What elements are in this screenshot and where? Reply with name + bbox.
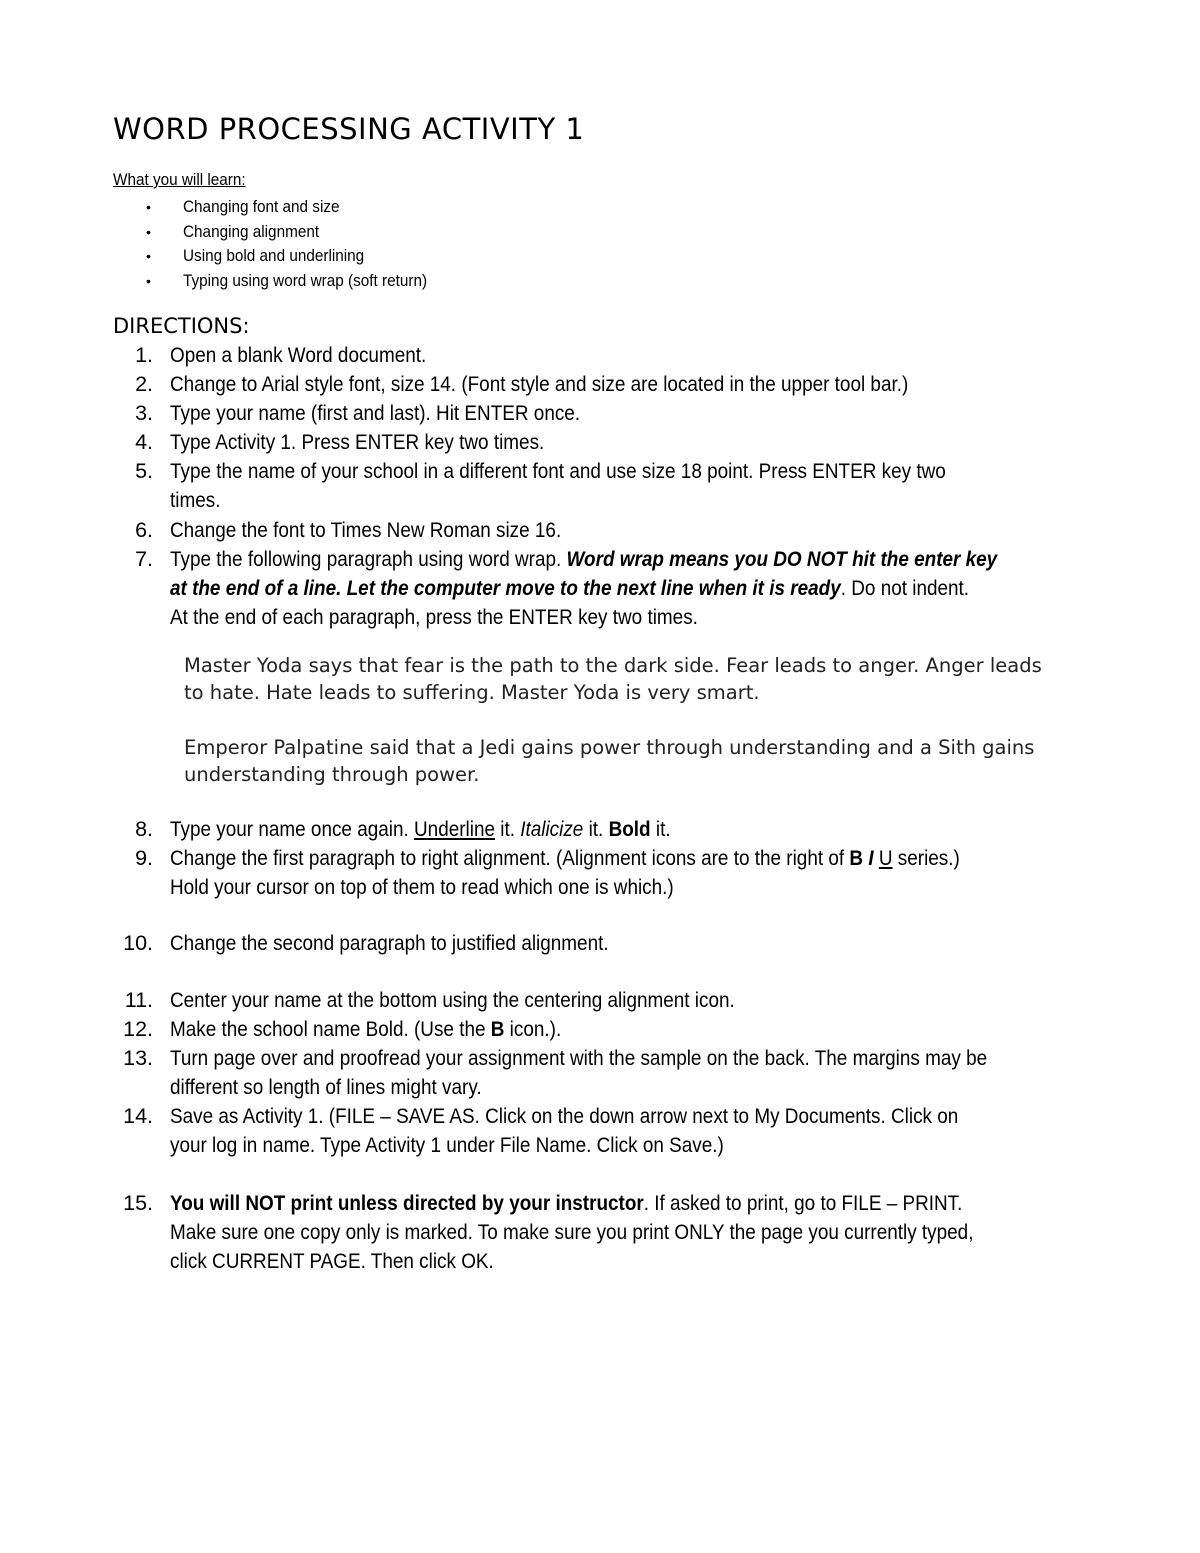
list-item: • Typing using word wrap (soft return) — [113, 269, 454, 294]
bullet-icon: • — [146, 248, 151, 265]
document-title: WORD PROCESSING ACTIVITY 1 — [113, 112, 585, 146]
sample-paragraph-2: Emperor Palpatine said that a Jedi gains power through understanding and a Sith gains understanding through power. — [184, 736, 1035, 786]
learn-label: What you will learn: — [113, 170, 246, 189]
directions-heading: DIRECTIONS: — [113, 314, 250, 338]
list-item: • Changing font and size — [113, 195, 454, 220]
list-item: • Changing alignment — [113, 220, 454, 245]
sample-paragraph-1: Master Yoda says that fear is the path to the dark side. Fear leads to anger. Anger leads to hate. Hate leads to suffering. Master Yoda is very smart. — [184, 654, 1042, 704]
document-page: WORD PROCESSING ACTIVITY 1 What you will learn: • Changing font and size • Changing alignment • Using bold and underlining • Typing using word wrap (soft return) DIRECTIONS: 1. Open a blank Word document. 2. Change to Arial style font, size 14. (Font style and size are located in the upper tool bar.) 3. Type your name (first and last). Hit ENTER once. 4. Type Activity 1. Press ENTER key two times. 5. Type the name of your school in a different font and use size 18 point. Press ENTER key two times. 6. Change the font to Times New Roman size 16. 7. Type the following paragraph using word wrap. Word wrap means you DO NOT hit the enter key at the end of a line. Let the computer move to the next line when it is ready. Do not indent. At the end of each paragraph, press the ENTER key two times. Master Yoda says that fear is the path to the dark side. Fear leads to anger. Anger leads to hate. Hate leads to suffering. Master Yoda is very smart. Emperor Palpatine said that a Jedi gains power through understanding and a Sith gains understanding through power. 8. Type your name once again. Underline it. Italicize it. Bold it. 9. Change the first paragraph to right alignment. (Alignment icons are to the right of B I U series.) Hold your cursor on top of them to read which one is which.) 10. Change the second paragraph to justified alignment. 11. Center your name at the bottom using the centering alignment icon. 12. Make the school name Bold. (Use the B icon.). 13. Turn page over and proofread your assignment with the sample on the back. The margins may be different so length of lines might vary. 14. Save as Activity 1. (FILE – SAVE AS. Click on the down arrow next to My Documents. Click on your log in name. Type Activity 1 under File Name. Click on Save.) 15. You will NOT print unless directed by your instructor. If asked to print, go to FILE – PRINT. Make sure one copy only is marked. To make sure you print ONLY the page you currently typed, click CURRENT PAGE. Then click OK. — [0, 0, 1200, 1553]
learn-list — [113, 195, 454, 294]
bullet-icon: • — [146, 199, 151, 215]
bullet-icon: • — [146, 223, 151, 240]
bullet-icon: • — [146, 273, 151, 290]
list-item: • Using bold and underlining — [113, 244, 454, 269]
